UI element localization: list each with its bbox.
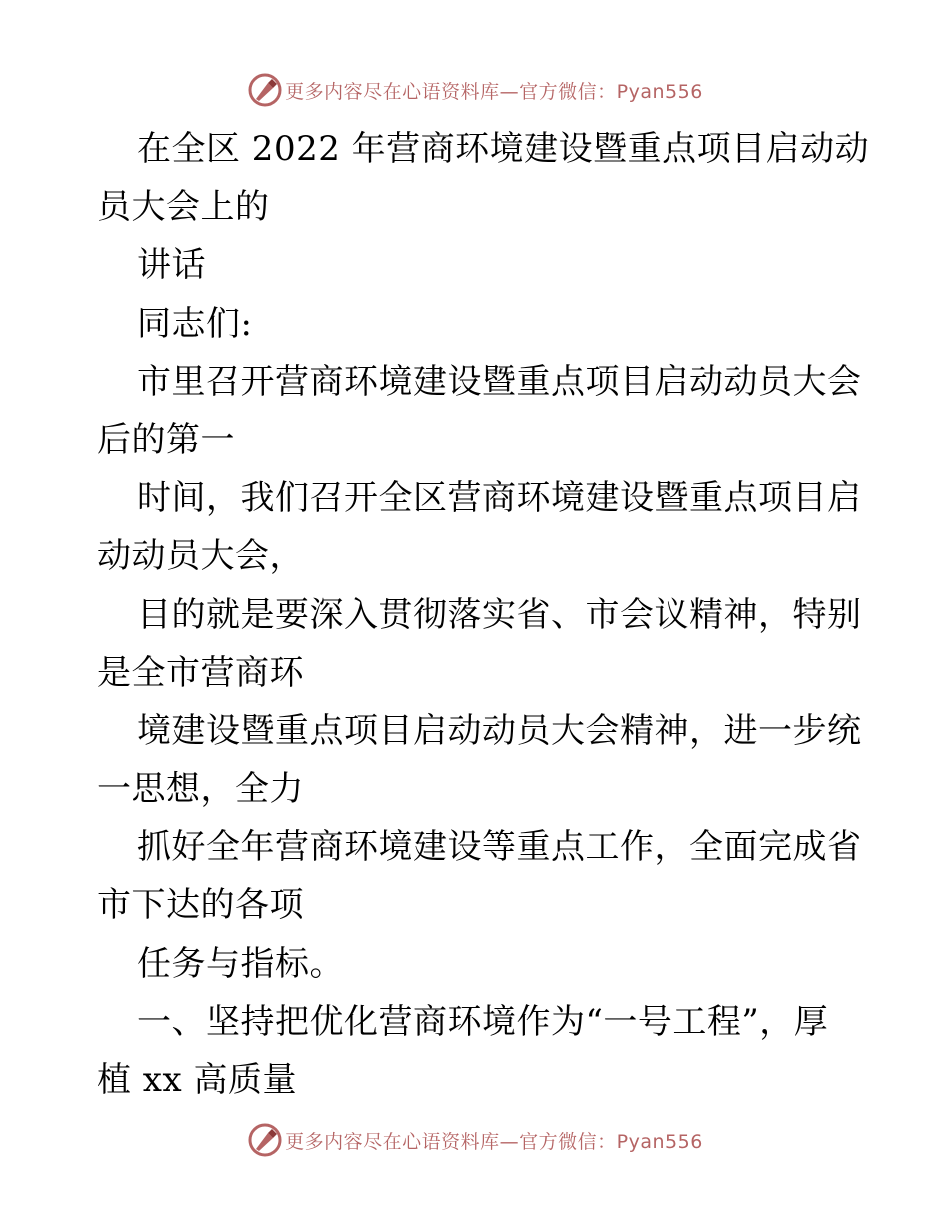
text-line: 员大会上的 xyxy=(97,187,270,228)
text-line: 同志们: xyxy=(137,303,253,344)
text-line: 在全区 2022 年营商环境建设暨重点项目启动动 xyxy=(137,129,870,169)
text-line: 是全市营商环 xyxy=(97,652,304,693)
text-line: 一思想，全力 xyxy=(97,769,304,810)
watermark-text: 更多内容尽在心语资料库—官方微信：Pyan556 xyxy=(285,80,703,103)
text-line: 抓好全年营商环境建设等重点工作，全面完成省 xyxy=(137,827,862,868)
document-body xyxy=(97,120,870,1109)
text-line: 讲话 xyxy=(137,245,206,286)
text-line: 动动员大会， xyxy=(97,536,304,577)
text-line: 后的第一 xyxy=(97,419,235,460)
text-line: 市下达的各项 xyxy=(97,885,304,926)
text-line: 时间，我们召开全区营商环境建设暨重点项目启 xyxy=(137,478,862,519)
text-line: 目的就是要深入贯彻落实省、市会议精神，特别 xyxy=(137,594,862,635)
pen-nib-logo-icon xyxy=(247,72,283,108)
text-line: 任务与指标。 xyxy=(137,943,344,984)
watermark-text: 更多内容尽在心语资料库—官方微信：Pyan556 xyxy=(285,1130,703,1153)
text-line: 市里召开营商环境建设暨重点项目启动动员大会 xyxy=(137,361,862,402)
text-line: 一、坚持把优化营商环境作为“一号工程”，厚 xyxy=(137,1001,829,1042)
text-line: 植 xx 高质量 xyxy=(97,1060,297,1100)
text-line: 境建设暨重点项目启动动员大会精神，进一步统 xyxy=(137,710,862,751)
pen-nib-logo-icon xyxy=(247,1122,283,1158)
footer-watermark xyxy=(0,1120,950,1160)
header-watermark xyxy=(0,70,950,110)
